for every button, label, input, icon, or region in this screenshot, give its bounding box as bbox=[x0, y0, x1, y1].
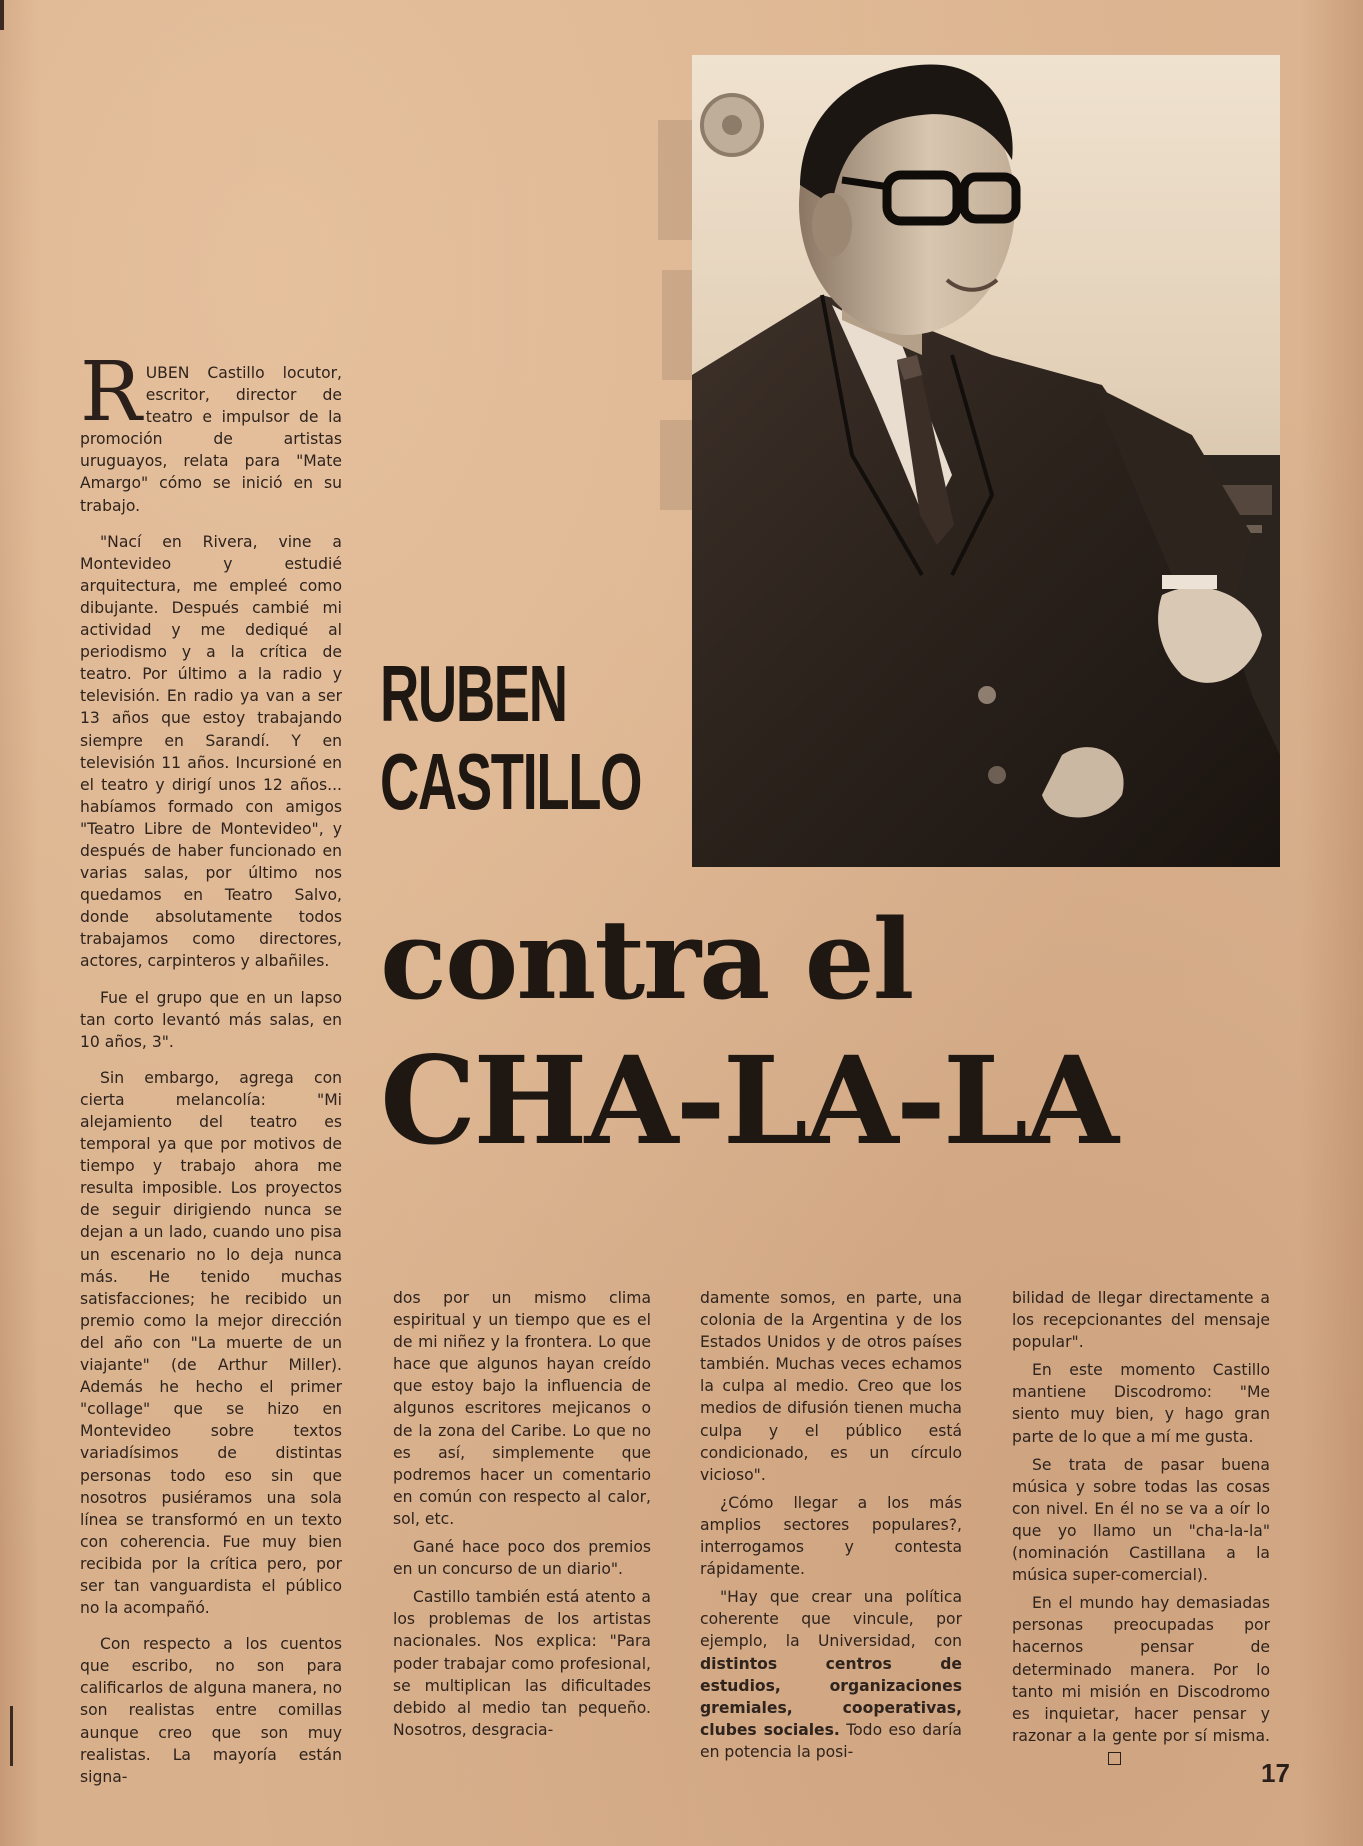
article-column-4 bbox=[1012, 1287, 1270, 1775]
portrait-illustration bbox=[692, 55, 1280, 867]
article-column-3 bbox=[700, 1287, 962, 1769]
headline-name-line1: RUBEN bbox=[380, 649, 567, 738]
headline-name bbox=[380, 650, 641, 826]
end-of-article-mark bbox=[1108, 1752, 1121, 1765]
paragraph: bilidad de llegar directamente a los recepcionantes del mensaje popular". bbox=[1012, 1289, 1270, 1352]
intro-paragraph: UBEN Castillo locutor, escritor, director de teatro e impulsor de la promoción de artistas uruguayos, relata para "Mate Amargo" cómo se inició en su trabajo. bbox=[80, 364, 342, 515]
portrait-photo bbox=[692, 55, 1280, 867]
paragraph: Castillo también está atento a los problemas de los artistas nacionales. Nos explica: "Para poder trabajar como profesional, se multiplican las dificultades debido al medio tan pequeño. Nosotros, desgracia- bbox=[393, 1588, 651, 1739]
drop-cap: R bbox=[80, 345, 142, 440]
paragraph: ¿Cómo llegar a los más amplios sectores populares?, interrogamos y contesta rápidamente. bbox=[700, 1493, 962, 1579]
paragraph: dos por un mismo clima espiritual y un tiempo que es el de mi niñez y la frontera. Lo que hace que algunos hayan creído que estoy bajo la influencia de algunos escritores mejicanos o de la zona del Caribe. Lo que no es así, simplemente que podremos hacer un comentario en común con respecto al calor, sol, etc. bbox=[393, 1289, 651, 1528]
article-column-1 bbox=[80, 345, 342, 1802]
paragraph: Gané hace poco dos premios en un concurso de un diario". bbox=[393, 1538, 651, 1579]
paragraph-text: En el mundo hay demasiadas personas preocupadas por hacernos pensar de determinado manera. Por lo tanto mi misión en Discodromo es inquietar, hacer pensar y razonar a la gente por sí misma. bbox=[1012, 1594, 1270, 1745]
bold-text: distintos centros de estudios, organizaciones gremiales, cooperativas, clubes sociales. bbox=[700, 1654, 962, 1739]
paragraph bbox=[1012, 1592, 1270, 1769]
paragraph: "Nací en Rivera, vine a Montevideo y estudié arquitectura, me empleé como dibujante. Después cambié mi actividad y me dediqué al periodismo y a la crítica de teatro. Por último a la radio y televisión. En radio ya van a ser 13 años que estoy trabajando siempre en Sarandí. Y en televisión 11 años. Incursioné en el teatro y dirigí unos 12 años... habíamos formado con amigos "Teatro Libre de Montevideo", y después de haber funcionado en varias salas, por último nos quedamos en Teatro Salvo, donde absolutamente todos trabajamos como directores, actores, carpinteros y albañiles. bbox=[80, 532, 342, 971]
paragraph: Con respecto a los cuentos que escribo, no son para calificarlos de alguna manera, no son realistas entre comillas aunque creo que son muy realistas. La mayoría están signa- bbox=[80, 1635, 342, 1786]
binding-edge-mark bbox=[10, 1706, 13, 1766]
headline-name-line2: CASTILLO bbox=[380, 737, 642, 826]
paragraph: Se trata de pasar buena música y sobre todas las cosas con nivel. En él no se va a oír lo que yo llamo un "cha-la-la" (nominación Castillana a la música super-comercial). bbox=[1012, 1455, 1270, 1585]
article-column-2 bbox=[393, 1287, 651, 1747]
paragraph-text: "Hay que crear una política coherente que vincule, por ejemplo, la Universidad, con bbox=[700, 1588, 962, 1651]
headline-subtitle: contra el bbox=[380, 895, 913, 1024]
paragraph: Fue el grupo que en un lapso tan corto levantó más salas, en 10 años, 3". bbox=[80, 988, 342, 1051]
paragraph: En este momento Castillo mantiene Discodromo: "Me siento muy bien, y hago gran parte de lo que a mí me gusta. bbox=[1012, 1361, 1270, 1446]
paragraph: Sin embargo, agrega con cierta melancolía: "Mi alejamiento del teatro es temporal ya que por motivos de tiempo y trabajo ahora me resulta imposible. Los proyectos de seguir dirigiendo nunca se dejan a un lado, cuando uno pisa un escenario no lo deja nunca más. He tenido muchas satisfacciones; he recibido un premio como la mejor dirección del año con "La muerte de un viajante" (de Arthur Miller). Además he hecho el primer "collage" que se hizo en Montevideo sobre textos variadísimos de distintas personas todo eso sin que nosotros pusiéramos una sola línea se transformó en un texto con coherencia. Fue muy bien recibida por la crítica pero, por ser tan vanguardista el público no la acompañó. bbox=[80, 1068, 342, 1618]
paragraph-text: Todo eso daría en potencia la posi- bbox=[700, 1720, 962, 1761]
paragraph: damente somos, en parte, una colonia de la Argentina y de los Estados Unidos y de otros países también. Muchas veces echamos la culpa al medio. Creo que los medios de difusión tienen mucha culpa y el público está condicionado, es un círculo vicioso". bbox=[700, 1289, 962, 1484]
headline-main: CHA-LA-LA bbox=[380, 1029, 1116, 1172]
page-number: 17 bbox=[1261, 1758, 1290, 1788]
paragraph bbox=[700, 1586, 962, 1763]
binding-edge-mark bbox=[0, 0, 4, 30]
